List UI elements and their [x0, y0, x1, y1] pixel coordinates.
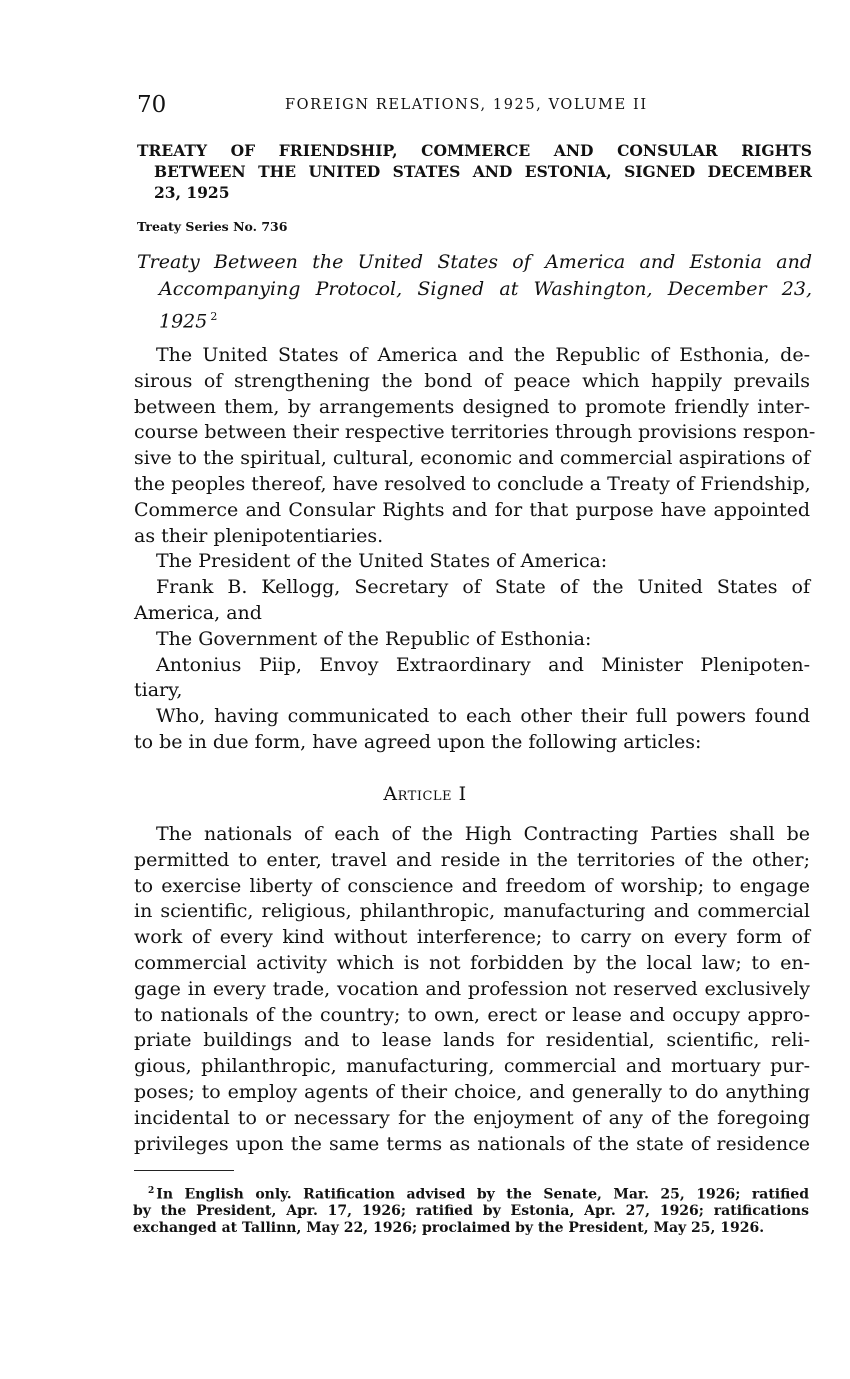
article-line: permitted to enter, travel and reside in the territories of the other;: [134, 848, 810, 871]
treaty-series-label: Treaty Series No. 736: [137, 219, 288, 234]
footnote-reference: 2: [210, 310, 218, 323]
article-line: gious, philanthropic, manufacturing, commercial and mortuary pur-: [134, 1055, 810, 1078]
title-line: 23, 1925: [154, 183, 230, 202]
footnote-line: In English only. Ratification advised by the Senate, Mar. 25, 1926; ratified: [156, 1186, 809, 1203]
article-line: priate buildings and to lease lands for residential, scientific, reli-: [134, 1029, 810, 1052]
footnote-divider: [134, 1170, 234, 1171]
article-line: commercial activity which is not forbidden by the local law; to en-: [134, 951, 810, 974]
article-line: incidental to or necessary for the enjoyment of any of the foregoing: [134, 1106, 810, 1129]
document-title: [137, 140, 812, 203]
preamble-line: The Government of the Republic of Esthonia:: [156, 627, 592, 650]
footnote-line: by the President, Apr. 17, 1926; ratified by Estonia, Apr. 27, 1926; ratifications: [133, 1203, 809, 1220]
article-line: to exercise liberty of conscience and freedom of worship; to engage: [134, 874, 810, 897]
subtitle-line: Treaty Between the United States of America and Estonia and: [137, 251, 812, 273]
article-line: in scientific, religious, philanthropic, manufacturing and commercial: [134, 900, 810, 923]
preamble-line: between them, by arrangements designed to promote friendly inter-: [134, 395, 810, 418]
article-line: privileges upon the same terms as nationals of the state of residence: [134, 1132, 810, 1155]
article-line: work of every kind without interference; to carry on every form of: [134, 926, 810, 949]
treaty-subtitle: [137, 249, 812, 335]
article-body: [134, 822, 810, 1157]
article-line: poses; to employ agents of their choice, and generally to do anything: [134, 1080, 810, 1103]
preamble-line: The President of the United States of America:: [156, 550, 608, 573]
preamble-line: tiary,: [134, 679, 183, 702]
preamble-line: to be in due form, have agreed upon the following articles:: [134, 730, 702, 753]
footnote-first-line: [133, 1183, 809, 1203]
preamble-line: sirous of strengthening the bond of peace which happily prevails: [134, 369, 810, 392]
preamble-line: Frank B. Kellogg, Secretary of State of the United States of: [156, 576, 810, 599]
footnote-line: exchanged at Tallinn, May 22, 1926; proclaimed by the President, May 25, 1926.: [133, 1219, 765, 1236]
preamble-line: Antonius Piip, Envoy Extraordinary and Minister Plenipoten-: [156, 653, 810, 676]
subtitle-line: Accompanying Protocol, Signed at Washington, December 23,: [159, 278, 812, 300]
preamble-line: America, and: [134, 601, 262, 624]
footnote: [133, 1183, 809, 1236]
article-line: to nationals of the country; to own, erect or lease and occupy appro-: [134, 1003, 810, 1026]
title-line: TREATY OF FRIENDSHIP, COMMERCE AND CONSULAR RIGHTS: [137, 141, 812, 160]
page-header: [137, 92, 812, 122]
preamble-line: as their plenipotentiaries.: [134, 524, 384, 547]
subtitle-line: 1925: [159, 310, 208, 333]
preamble-line: The United States of America and the Republic of Esthonia, de-: [156, 344, 810, 366]
footnote-mark: 2: [148, 1186, 155, 1196]
running-head: FOREIGN RELATIONS, 1925, VOLUME II: [285, 97, 648, 113]
preamble-line: the peoples thereof, have resolved to conclude a Treaty of Friendship,: [134, 472, 811, 495]
preamble-line: sive to the spiritual, cultural, economic and commercial aspirations of: [134, 447, 810, 470]
preamble: [134, 343, 816, 756]
page-number: 70: [137, 92, 167, 118]
preamble-line: Commerce and Consular Rights and for that purpose have appointed: [134, 498, 810, 521]
title-line: BETWEEN THE UNITED STATES AND ESTONIA, SIGNED DECEMBER: [154, 162, 812, 181]
article-line: The nationals of each of the High Contracting Parties shall be: [156, 823, 810, 845]
article-heading: Article I: [383, 783, 467, 805]
preamble-line: Who, having communicated to each other their full powers found: [156, 705, 810, 728]
article-line: gage in every trade, vocation and profession not reserved exclusively: [134, 977, 810, 1000]
preamble-line: course between their respective territories through provisions respon-: [134, 421, 816, 444]
subtitle-last-line: [137, 303, 812, 335]
